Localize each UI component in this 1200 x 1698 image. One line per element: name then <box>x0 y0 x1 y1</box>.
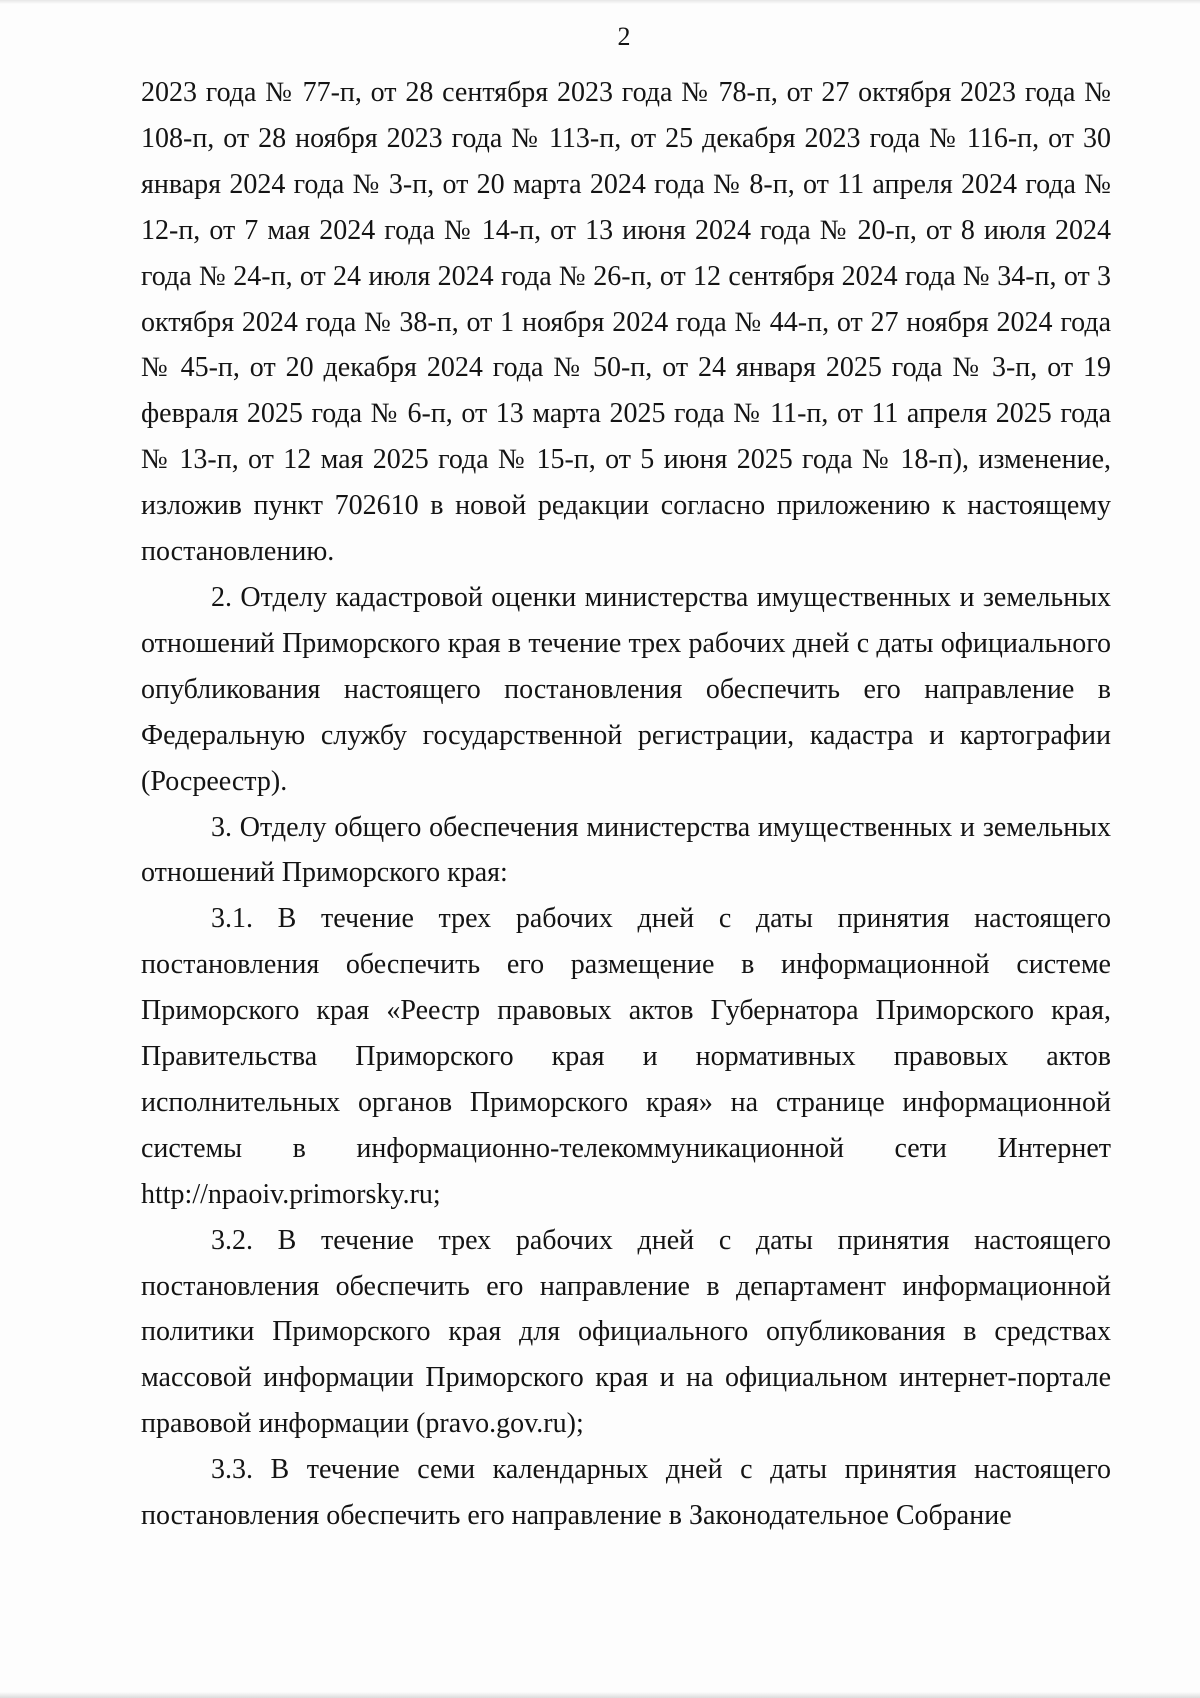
paragraph-item-3: 3. Отделу общего обеспечения министерства имущественных и земельных отношений Приморского края: <box>141 811 1111 889</box>
paragraph-item-3-2: 3.2. В течение трех рабочих дней с даты принятия настоящего постановления обеспечить его направление в департамент информационной политики Приморского края для официального опубликования в средствах массовой информации Приморского края и на официальном интернет-портале правовой информации (pravo.gov.ru); <box>141 1224 1111 1440</box>
scan-edge-top <box>0 0 1200 4</box>
page-number: 2 <box>617 22 631 51</box>
scan-edge-bottom <box>0 1692 1200 1698</box>
document-body <box>141 70 1111 1539</box>
paragraph-item-3-3: 3.3. В течение семи календарных дней с даты принятия настоящего постановления обеспечить его направление в Законодательное Собрание <box>141 1454 1111 1532</box>
paragraph-item-3-1: 3.1. В течение трех рабочих дней с даты принятия настоящего постановления обеспечить его размещение в информационной системе Приморского края «Реестр правовых актов Губернатора Приморского края, Правительства Приморского края и нормативных правовых актов исполнительных органов Приморского края» на странице информационной системы в информационно-телекоммуникационной сети Интернет http://npaoiv.primorsky.ru; <box>141 903 1111 1210</box>
paragraph-item-2: 2. Отделу кадастровой оценки министерства имущественных и земельных отношений Приморского края в течение трех рабочих дней с даты официального опубликования настоящего постановления обеспечить его направление в Федеральную службу государственной регистрации, кадастра и картографии (Росреестр). <box>141 581 1111 797</box>
paragraph-continuation: 2023 года № 77-п, от 28 сентября 2023 года № 78-п, от 27 октября 2023 года № 108-п, от 28 ноября 2023 года № 113-п, от 25 декабря 2023 года № 116-п, от 30 января 2024 года № 3-п, от 20 марта 2024 года № 8-п, от 11 апреля 2024 года № 12-п, от 7 мая 2024 года № 14-п, от 13 июня 2024 года № 20-п, от 8 июля 2024 года № 24-п, от 24 июля 2024 года № 26-п, от 12 сентября 2024 года № 34-п, от 3 октября 2024 года № 38-п, от 1 ноября 2024 года № 44-п, от 27 ноября 2024 года № 45-п, от 20 декабря 2024 года № 50-п, от 24 января 2025 года № 3-п, от 19 февраля 2025 года № 6-п, от 13 марта 2025 года № 11-п, от 11 апреля 2025 года № 13-п, от 12 мая 2025 года № 15-п, от 5 июня 2025 года № 18-п), изменение, изложив пункт 702610 в новой редакции согласно приложению к настоящему постановлению. <box>141 77 1111 568</box>
